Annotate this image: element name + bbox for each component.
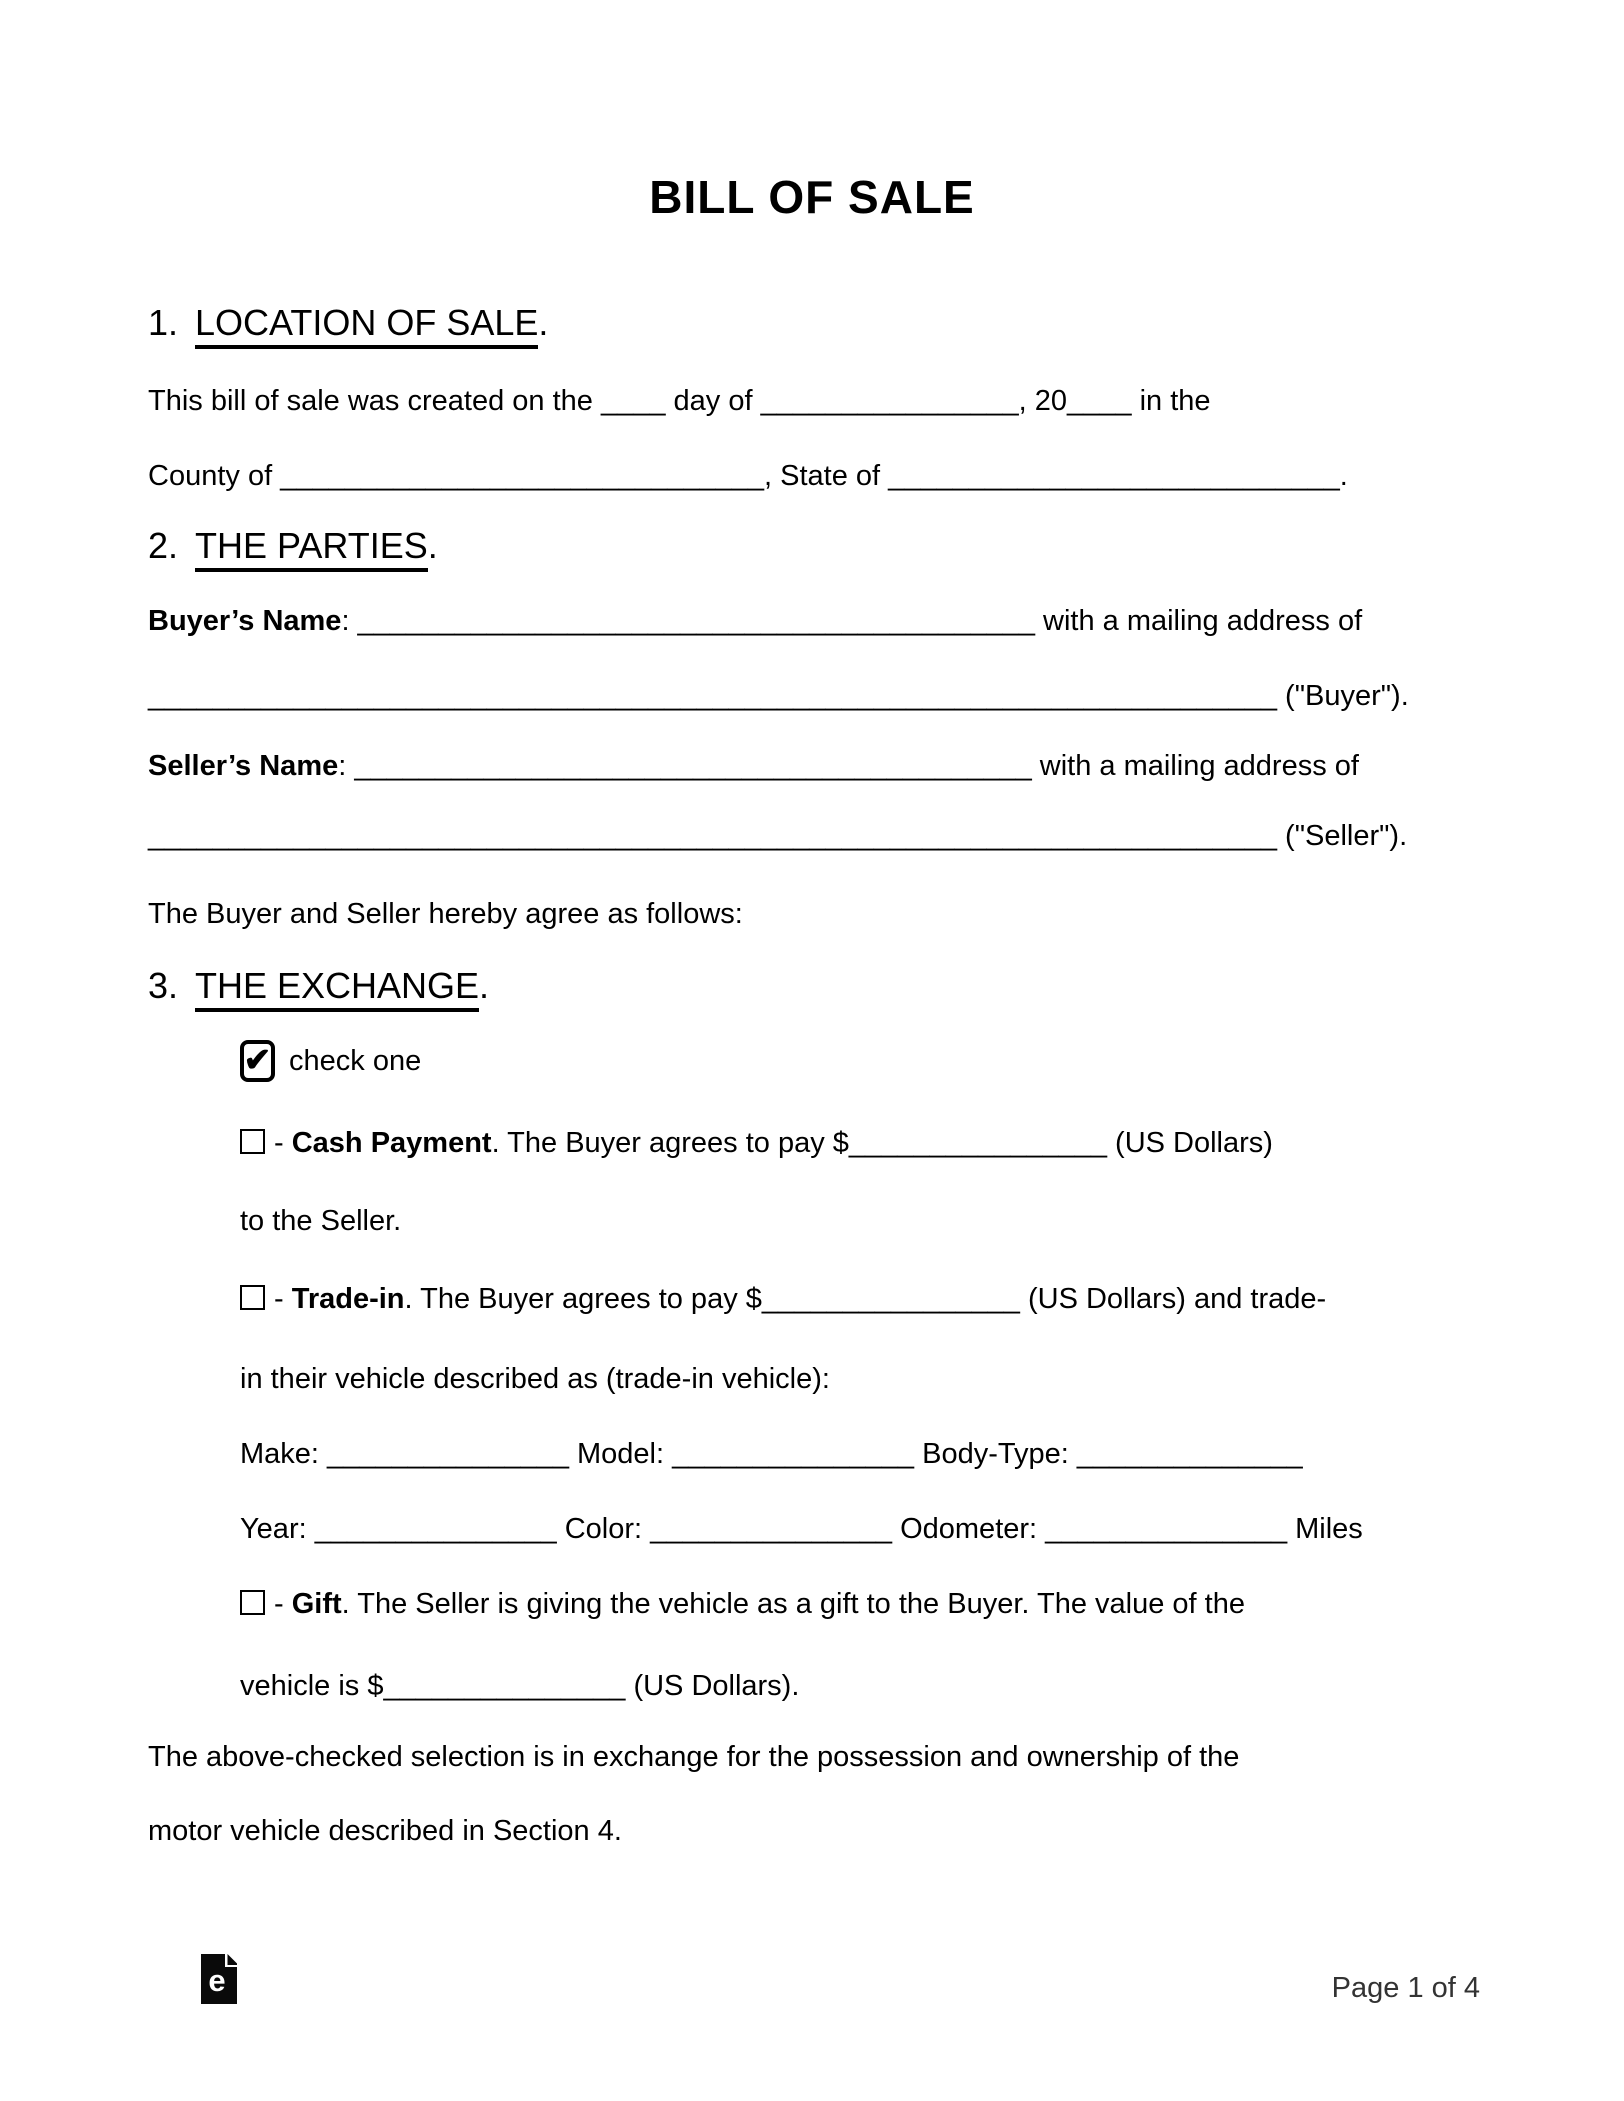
buyer-address-line: ______________________________________________________________________ ("Buyer"). bbox=[148, 680, 1409, 712]
cash-payment-dash: - bbox=[274, 1127, 292, 1159]
trade-in-vehicle-specs-line-2: Year: _______________ Color: _______________ Odometer: _______________ Miles bbox=[240, 1513, 1363, 1545]
section-3-number: 3. bbox=[148, 965, 179, 1006]
agreement-line: The Buyer and Seller hereby agree as follows: bbox=[148, 898, 743, 930]
section-2-heading-period: . bbox=[427, 525, 438, 566]
section-2-number: 2. bbox=[148, 525, 179, 566]
section-3-heading-period: . bbox=[479, 965, 490, 1006]
trade-in-option-line bbox=[240, 1284, 1326, 1314]
trade-in-dash: - bbox=[274, 1283, 292, 1315]
document-icon bbox=[201, 1954, 237, 2004]
cash-payment-option-line bbox=[240, 1128, 1273, 1158]
location-sentence-line-1: This bill of sale was created on the ____ day of ________________, 20____ in the bbox=[148, 385, 1211, 417]
gift-option-line bbox=[240, 1589, 1245, 1619]
trade-in-text: . The Buyer agrees to pay $________________ (US Dollars) and trade- bbox=[404, 1283, 1327, 1315]
seller-name-line bbox=[148, 751, 1359, 781]
buyer-name-blank: : __________________________________________ with a mailing address of bbox=[341, 605, 1363, 637]
trade-in-line-2: in their vehicle described as (trade-in vehicle): bbox=[240, 1363, 830, 1395]
section-1-heading bbox=[148, 304, 548, 342]
check-one-label: check one bbox=[289, 1045, 422, 1077]
page-number: Page 1 of 4 bbox=[1331, 1972, 1480, 2004]
gift-text: . The Seller is giving the vehicle as a gift to the Buyer. The value of the bbox=[341, 1588, 1245, 1620]
buyer-name-label: Buyer’s Name bbox=[148, 605, 342, 637]
cash-payment-checkbox[interactable] bbox=[240, 1129, 265, 1154]
trade-in-vehicle-specs-line-1: Make: _______________ Model: _______________ Body-Type: ______________ bbox=[240, 1438, 1303, 1470]
gift-line-2: vehicle is $_______________ (US Dollars). bbox=[240, 1670, 800, 1702]
gift-label: Gift bbox=[291, 1588, 342, 1620]
seller-address-line: ______________________________________________________________________ ("Seller"). bbox=[148, 820, 1408, 852]
cash-payment-label: Cash Payment bbox=[291, 1127, 492, 1159]
section-1-heading-text: LOCATION OF SALE bbox=[195, 302, 538, 349]
section-3-heading-text: THE EXCHANGE bbox=[195, 965, 479, 1012]
seller-name-blank: : __________________________________________ with a mailing address of bbox=[338, 750, 1359, 782]
section-2-heading bbox=[148, 527, 438, 565]
trade-in-checkbox[interactable] bbox=[240, 1285, 265, 1310]
trade-in-label: Trade-in bbox=[291, 1283, 405, 1315]
buyer-name-line bbox=[148, 606, 1362, 636]
check-one-row bbox=[240, 1040, 421, 1082]
eforms-logo bbox=[201, 1954, 237, 2009]
gift-checkbox[interactable] bbox=[240, 1590, 265, 1615]
section-1-number: 1. bbox=[148, 302, 179, 343]
cash-payment-text: . The Buyer agrees to pay $________________ (US Dollars) bbox=[491, 1127, 1273, 1159]
logo-letter: e bbox=[208, 1963, 226, 1998]
section-3-heading bbox=[148, 967, 489, 1005]
seller-name-label: Seller’s Name bbox=[148, 750, 339, 782]
page-title: BILL OF SALE bbox=[649, 171, 975, 223]
section-1-heading-period: . bbox=[538, 302, 549, 343]
checked-checkbox-icon[interactable]: ✔ bbox=[240, 1040, 275, 1082]
gift-dash: - bbox=[274, 1588, 292, 1620]
closing-line-2: motor vehicle described in Section 4. bbox=[148, 1815, 622, 1847]
section-2-heading-text: THE PARTIES bbox=[195, 525, 428, 572]
cash-payment-line-2: to the Seller. bbox=[240, 1205, 402, 1237]
location-sentence-line-2: County of ______________________________, State of ____________________________. bbox=[148, 460, 1348, 492]
closing-line-1: The above-checked selection is in exchange for the possession and ownership of the bbox=[148, 1741, 1240, 1773]
